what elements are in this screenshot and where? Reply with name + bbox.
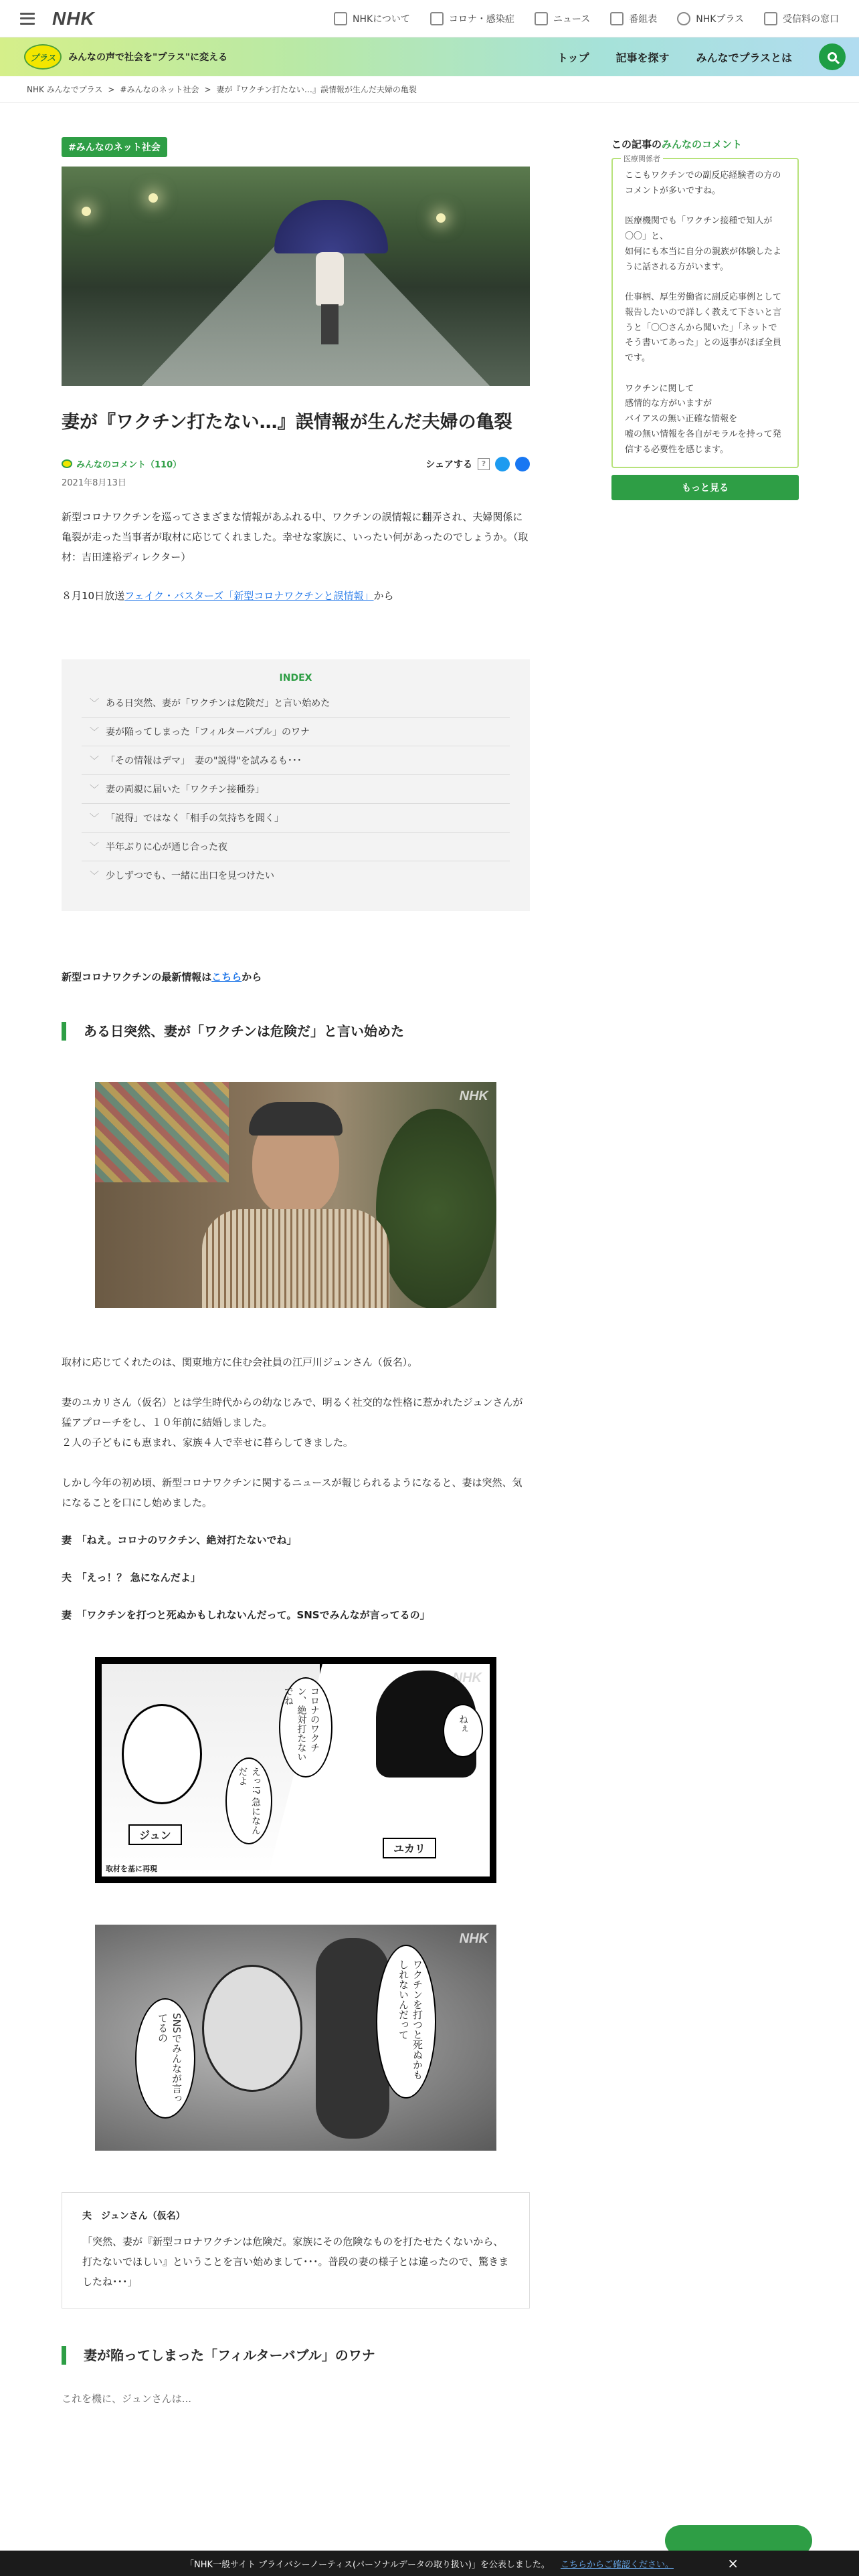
comment-line: バイアスの無い正確な情報を [625, 414, 738, 424]
nhk-watermark: NHK [459, 1088, 488, 1103]
comment-line: そう書いてあった」との返事がほぼ全員 [625, 338, 781, 348]
jun-face [202, 1965, 302, 2092]
breadcrumb-current: 妻が『ワクチン打たない…』誤情報が生んだ夫婦の亀裂 [216, 85, 417, 94]
category-tag[interactable]: #みんなのネット社会 [62, 137, 167, 157]
speech-bubble: コロナのワクチン、絶対打たないでね [279, 1677, 332, 1778]
more-comments-button[interactable]: もっと見る [611, 475, 799, 500]
chevron-down-icon: ﹀ [90, 841, 99, 853]
paragraph: しかし今年の初め頃、新型コロナワクチンに関するニュースが報じられるようになると、妻は突然、気になることを口にし始めました。 [62, 1476, 522, 1509]
plus-nav-about[interactable]: みんなでプラスとは [696, 51, 792, 64]
nav-corona[interactable]: コロナ・感染症 [430, 12, 514, 25]
privacy-banner [0, 2551, 859, 2576]
plus-nav [557, 43, 846, 70]
person-figure [316, 252, 344, 306]
nhk-logo[interactable]: NHK [52, 7, 95, 29]
comment-line: ワクチンに関して [625, 383, 694, 394]
lead-paragraph: 新型コロナワクチンを巡ってさまざまな情報があふれる中、ワクチンの誤情報に翻弄され、夫婦関係に亀裂が走った当事者が取材に応じてくれました。幸せな家族に、いったい何があったのでしょうか。（取材：吉田達裕ディレクター） [62, 510, 529, 563]
wall-poster [95, 1082, 229, 1182]
comment-line: 〇〇」と、 [625, 231, 669, 241]
facebook-icon[interactable] [515, 457, 530, 471]
comment-line: 医療機関でも「ワクチン接種で知人が [625, 216, 773, 227]
chevron-down-icon: ﹀ [90, 813, 99, 824]
comment-line: うに話される方がいます。 [625, 261, 729, 272]
menu-icon[interactable] [20, 13, 35, 25]
umbrella [274, 200, 388, 253]
index-item[interactable]: ﹀ 妻が陥ってしまった「フィルターバブル」のワナ [82, 718, 510, 746]
global-nav [334, 12, 839, 25]
comment-bubble-icon [62, 459, 72, 468]
dialogue-line: 妻 「ワクチンを打つと死ぬかもしれないんだって。SNSでみんなが言ってるの」 [62, 1608, 430, 1621]
plus-tagline: みんなの声で社会を"プラス"に変える [68, 52, 228, 63]
breadcrumb [0, 76, 859, 103]
article-title: 妻が『ワクチン打たない…』誤情報が生んだ夫婦の亀裂 [62, 412, 512, 433]
comment-line: うと「〇〇さんから聞いた」「ネットで [625, 322, 777, 333]
index-title: INDEX [279, 672, 312, 683]
section-heading: 妻が陥ってしまった「フィルターバブル」のワナ [62, 2346, 530, 2365]
lamp-light [82, 207, 91, 216]
speech-bubble: SNSでみんなが言ってるの [135, 1998, 195, 2119]
paragraph: 取材に応じてくれたのは、関東地方に住む会社員の江戸川ジュンさん（仮名）。 [62, 1356, 418, 1368]
paragraph: ２人の子どもにも恵まれ、家族４人で幸せに暮らしてきました。 [62, 1436, 353, 1448]
comment-card[interactable] [611, 154, 799, 468]
fee-icon [764, 12, 777, 25]
person-legs [321, 304, 339, 344]
nav-nhk-plus[interactable]: NHKプラス [677, 12, 744, 25]
index-item[interactable]: ﹀ 「説得」ではなく「相手の気持ちを聞く」 [82, 804, 510, 833]
schedule-icon [610, 12, 624, 25]
index-item[interactable]: ﹀ 少しずつでも、一緒に出口を見つけたい [82, 861, 510, 889]
chevron-down-icon: ﹀ [90, 870, 99, 881]
share-help-icon[interactable]: ? [478, 458, 490, 470]
privacy-text: 「NHK一般サイト プライバシーノーティス(パーソナルデータの取り扱い)」を公表しました。 [185, 2559, 550, 2570]
comment-line: 嘘の無い情報を各自がモラルを持って発 [625, 429, 781, 439]
comments-sidebar [611, 137, 799, 500]
comment-line: です。 [625, 353, 650, 363]
broadcast-line: ８月10日放送フェイク・バスターズ「新型コロナワクチンと誤情報」から [62, 589, 394, 602]
nav-schedule[interactable]: 番組表 [610, 12, 657, 25]
wet-path [142, 232, 490, 386]
manga-panel-2 [95, 1925, 496, 2151]
news-icon [535, 12, 548, 25]
manga-panel-1 [95, 1657, 496, 1883]
nhk-watermark: NHK [459, 1931, 488, 1946]
lamp-light [149, 193, 158, 203]
chevron-down-icon: ﹀ [90, 784, 99, 795]
index-item[interactable]: ﹀ 半年ぶりに心が通じ合った夜 [82, 833, 510, 861]
name-label: ユカリ [383, 1838, 436, 1858]
broadcast-link[interactable]: フェイク・バスターズ「新型コロナワクチンと誤情報」 [124, 589, 374, 602]
corona-icon [430, 12, 444, 25]
hero-image [62, 167, 530, 386]
latest-info-link[interactable]: こちら [211, 970, 242, 983]
dialogue-line: 妻 「ねえ。コロナのワクチン、絶対打たないでね」 [62, 1533, 297, 1546]
plus-nav-find[interactable]: 記事を探す [615, 51, 670, 64]
nhk-watermark: NHK [452, 1670, 482, 1685]
section-heading: ある日突然、妻が「ワクチンは危険だ」と言い始めた [62, 1022, 530, 1041]
jun-face [122, 1704, 202, 1804]
lamp-light [436, 213, 446, 223]
character-illustration [95, 1082, 496, 1308]
comment-line: 感情的な方がいますが [625, 399, 712, 409]
plant [376, 1109, 496, 1308]
plus-nav-top[interactable]: トップ [557, 51, 589, 64]
comment-line [625, 275, 785, 290]
comment-line [625, 366, 785, 382]
sidebar-title: この記事のみんなのコメント [611, 138, 743, 150]
publish-date: 2021年8月13日 [62, 477, 126, 488]
breadcrumb-category[interactable]: #みんなのネット社会 [120, 85, 199, 94]
comment-line: ここもワクチンでの副反応経験者の方の [625, 171, 781, 181]
search-icon [828, 52, 837, 62]
dialogue-line: 夫 「えっ！？ 急になんだよ」 [62, 1571, 201, 1584]
nhk-info-icon [334, 12, 347, 25]
plus-badge: プラス [24, 44, 62, 70]
chevron-down-icon: ﹀ [90, 755, 99, 766]
article-meta [62, 457, 530, 471]
nav-nhk-about[interactable]: NHKについて [334, 12, 410, 25]
breadcrumb-sep: > [204, 84, 211, 94]
table-of-contents [62, 659, 530, 911]
plus-logo[interactable] [24, 44, 227, 70]
comment-line: 如何にも本当に自分の親族が体験したよ [625, 246, 782, 257]
index-item[interactable]: ﹀ 「その情報はデマ」 妻の"説得"を試みるも･･･ [82, 746, 510, 775]
article [62, 137, 530, 2409]
breadcrumb-sep: > [108, 84, 115, 94]
paragraph: これを機に、ジュンさんは... [62, 2392, 192, 2405]
nhk-plus-icon [677, 12, 690, 25]
index-item[interactable]: ﹀ ある日突然、妻が「ワクチンは危険だ」と言い始めた [82, 689, 510, 718]
comment-line: コメントが多いですね。 [625, 185, 721, 196]
global-header [0, 0, 859, 37]
search-button[interactable] [819, 43, 846, 70]
manga-caption: 取材を基に再現 [106, 1864, 157, 1873]
share-area [425, 457, 530, 471]
privacy-link[interactable]: こちらからご確認ください。 [560, 2559, 674, 2570]
breadcrumb-home[interactable]: NHK みんなでプラス [27, 85, 103, 94]
twitter-icon[interactable] [495, 457, 510, 471]
man-shirt [202, 1209, 389, 1308]
share-label: シェアする [425, 459, 472, 470]
nav-fee[interactable]: 受信料の窓口 [764, 12, 839, 25]
quote-speaker: 夫 ジュンさん（仮名） [82, 2210, 185, 2222]
comment-line [625, 199, 785, 215]
plus-bar [0, 37, 859, 76]
comments-link[interactable]: みんなのコメント（110） [62, 457, 181, 470]
chevron-down-icon: ﹀ [90, 726, 99, 738]
comment-line: 報告したいので詳しく教えて下さいと言 [625, 307, 782, 318]
quote-text: 「突然、妻が『新型コロナワクチンは危険だ。家族にその危険なものを打たせたくないから、打たないでほしい』ということを言い始めまして･･･。普段の妻の様子とは違ったので、驚きましたね･･･」 [82, 2235, 509, 2288]
chevron-down-icon: ﹀ [90, 697, 99, 709]
speech-bubble: ねぇ [443, 1704, 483, 1757]
nav-news[interactable]: ニュース [535, 12, 590, 25]
paragraph: 妻のユカリさん（仮名）とは学生時代からの幼なじみで、明るく社交的な性格に惹かれたジュンさんが猛アプローチをし、１０年前に結婚しました。 [62, 1396, 523, 1428]
speech-bubble: ワクチンを打つと死ぬかもしれないんだって [376, 1945, 436, 2099]
man-hair [249, 1102, 343, 1136]
close-icon[interactable]: × [727, 2555, 739, 2571]
name-label: ジュン [128, 1824, 182, 1845]
comment-line: 仕事柄、厚生労働省に副反応事例として [625, 292, 782, 302]
quote-box [62, 2192, 530, 2309]
commenter-label: 医療関係者 [621, 153, 663, 164]
comment-line: 信する必要性を感じます。 [625, 444, 729, 455]
speech-bubble: えっ!? 急になんだよ [225, 1757, 272, 1844]
index-item[interactable]: ﹀ 妻の両親に届いた「ワクチン接種券」 [82, 775, 510, 804]
latest-info-line: 新型コロナワクチンの最新情報はこちらから [62, 970, 262, 983]
